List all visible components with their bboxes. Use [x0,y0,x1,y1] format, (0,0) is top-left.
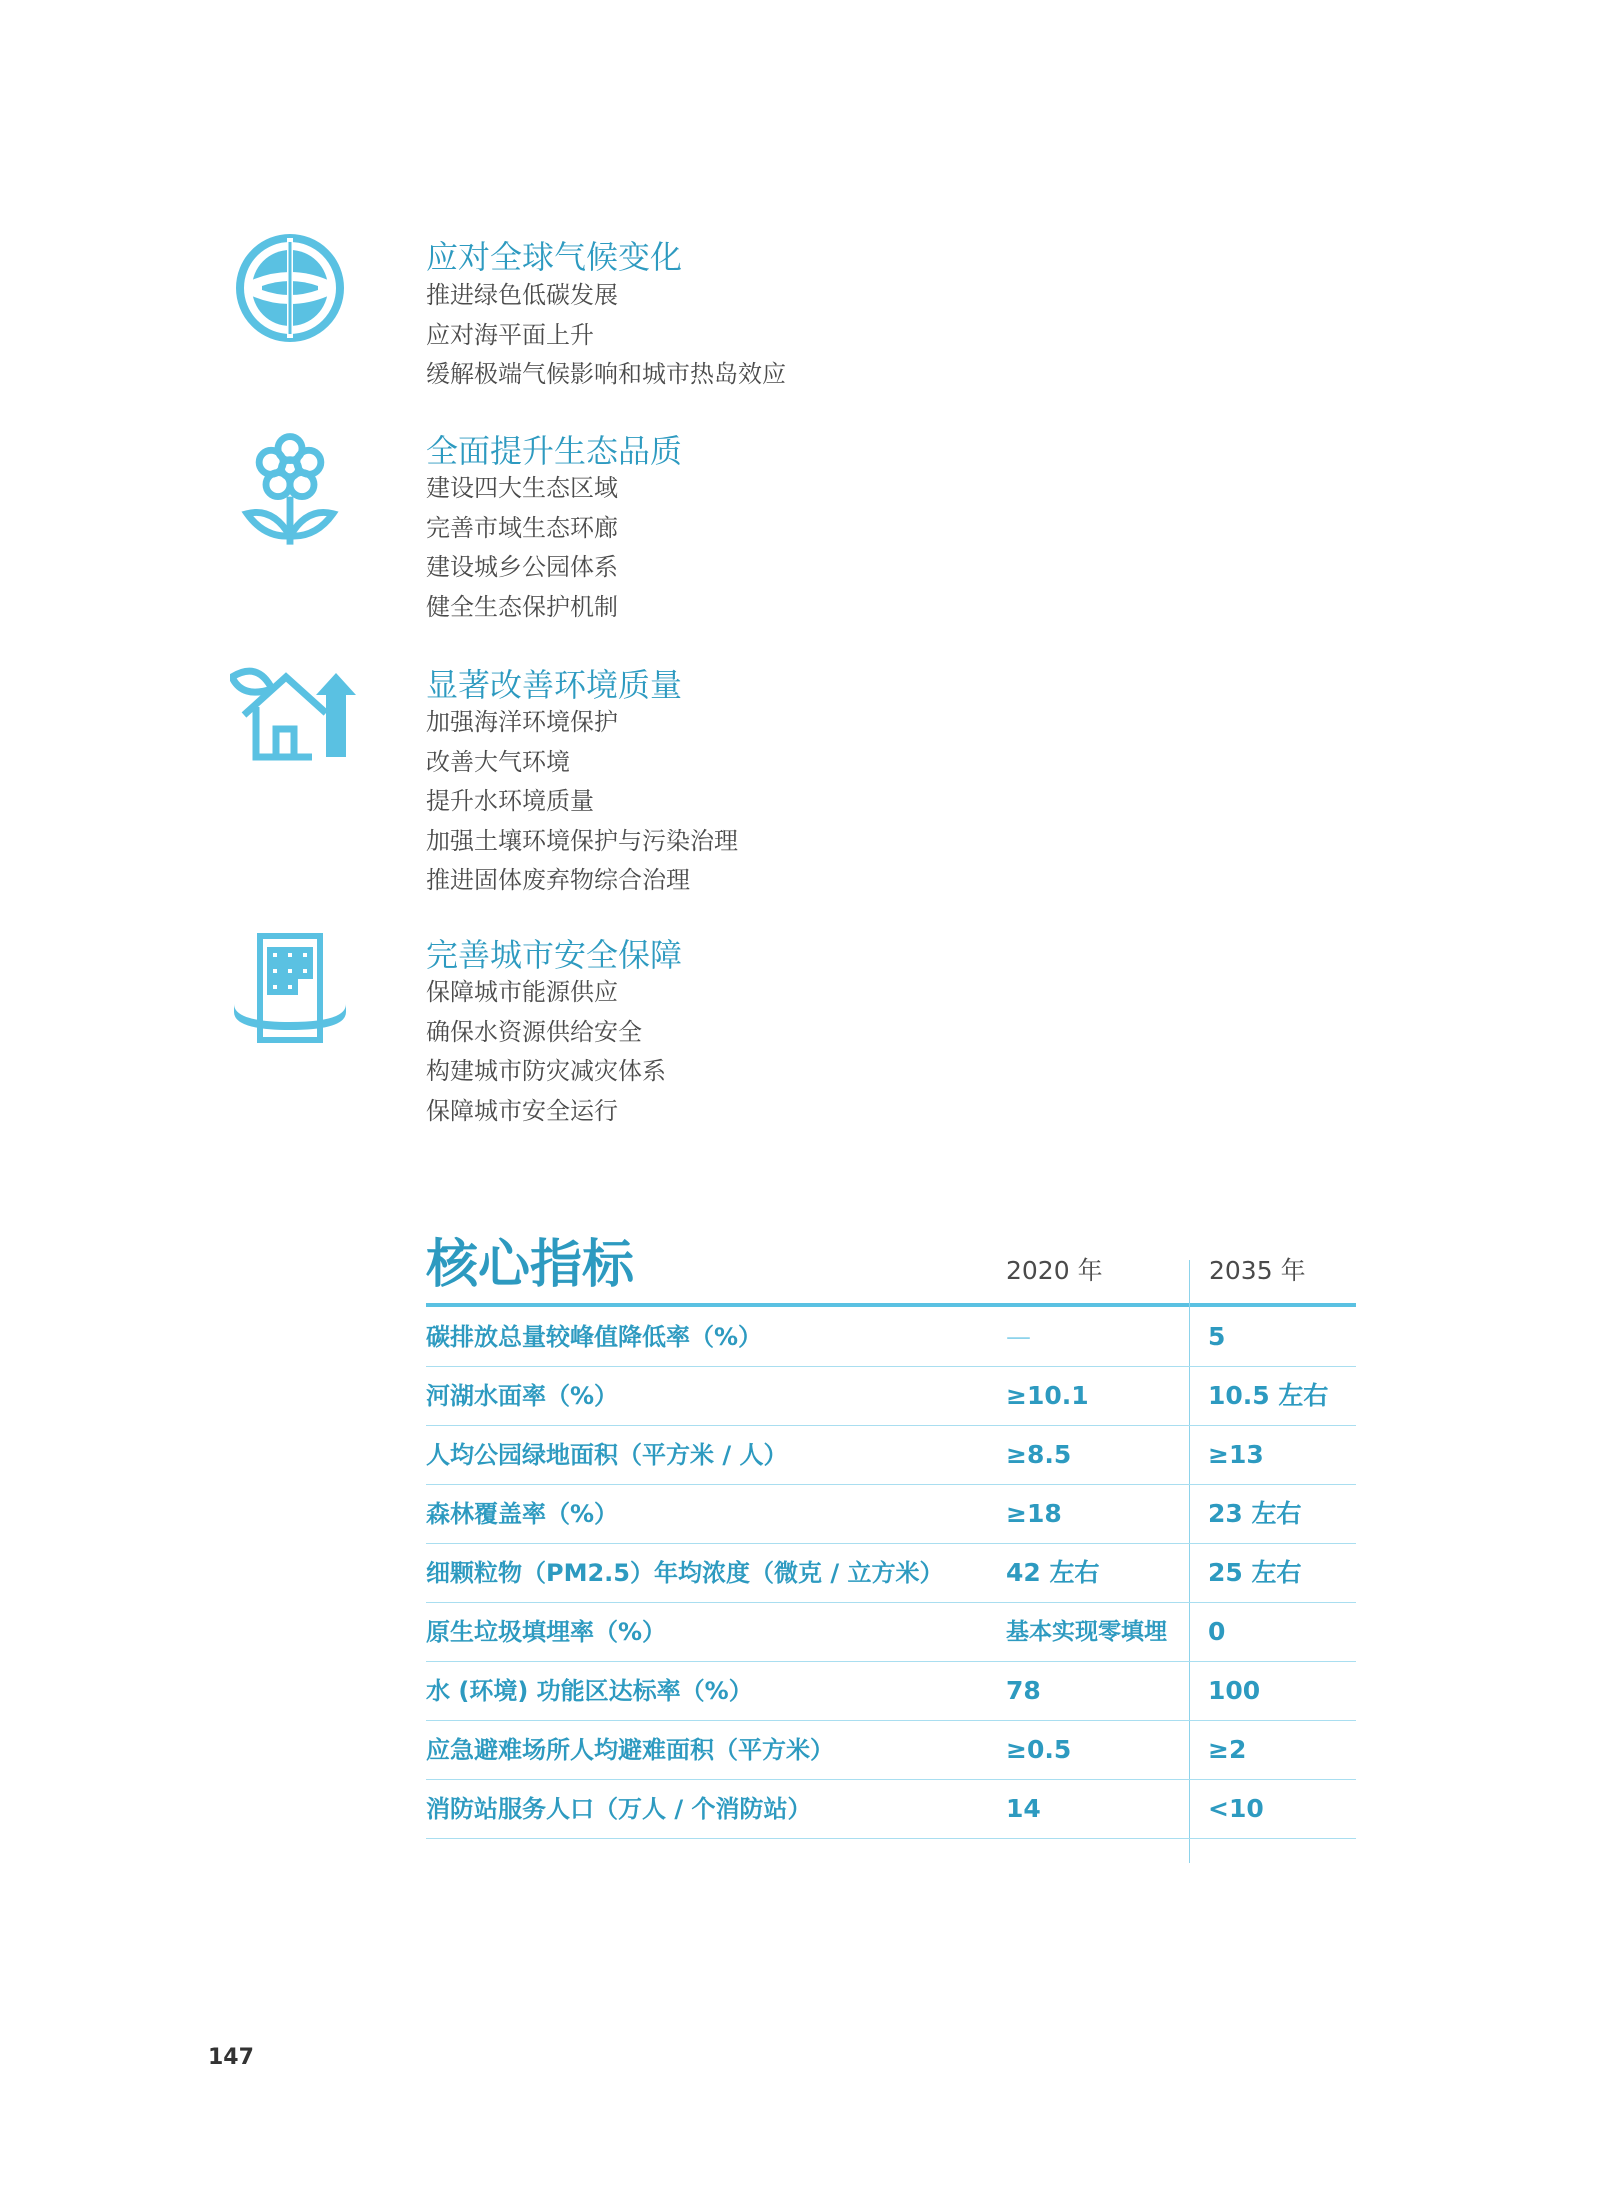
list-item: 保障城市安全运行 [426,1096,618,1125]
table-row [426,1308,1356,1367]
house-leaf-arrow-icon [230,650,360,770]
list-item: 加强海洋环境保护 [426,708,618,736]
table-row [426,1367,1356,1426]
list-item: 建设四大生态区域 [426,474,618,502]
value-2020: 42 左右 [1006,1558,1100,1587]
table-row [426,1780,1356,1839]
value-2035: <10 [1208,1794,1264,1823]
indicator-name: 原生垃圾填埋率（%） [426,1618,667,1646]
flower-icon [230,428,350,548]
value-2020: 78 [1006,1676,1041,1705]
indicator-name: 细颗粒物（PM2.5）年均浓度（微克 / 立方米） [426,1559,944,1587]
table-row [426,1426,1356,1485]
indicator-name: 河湖水面率（%） [426,1382,619,1410]
value-2020: 14 [1006,1794,1041,1823]
list-item: 保障城市能源供应 [426,978,618,1006]
globe-icon [230,228,350,348]
table-row [426,1544,1356,1603]
table-row [426,1485,1356,1544]
value-2020: ≥0.5 [1006,1735,1072,1764]
indicators-title: 核心指标 [426,1235,635,1295]
list-item: 提升水环境质量 [426,787,594,815]
indicator-name: 人均公园绿地面积（平方米 / 人） [426,1441,788,1469]
value-2020: ≥18 [1006,1499,1062,1528]
list-item: 健全生态保护机制 [426,592,618,621]
value-2035: 10.5 左右 [1208,1381,1329,1410]
value-2020: 基本实现零填埋 [1006,1619,1167,1645]
value-2035: 5 [1208,1322,1226,1351]
column-header-2020: 2020 年 [1006,1256,1103,1285]
list-item: 完善市域生态环廊 [426,513,618,542]
header-rule [426,1303,1356,1307]
section-item-list [426,276,786,395]
table-row [426,1662,1356,1721]
indicator-name: 应急避难场所人均避难面积（平方米） [426,1736,834,1764]
section-title: 应对全球气候变化 [426,238,683,276]
indicator-name: 水 (环境) 功能区达标率（%） [426,1677,753,1705]
section-title: 显著改善环境质量 [426,666,683,704]
list-item: 推进绿色低碳发展 [426,281,618,309]
indicator-name: 森林覆盖率（%） [426,1500,619,1528]
section-title: 完善城市安全保障 [426,936,683,974]
list-item: 确保水资源供给安全 [426,1017,642,1046]
table-row [426,1721,1356,1780]
indicator-name: 消防站服务人口（万人 / 个消防站） [426,1795,812,1823]
page-number: 147 [208,2045,254,2070]
column-header-2035: 2035 年 [1209,1256,1306,1285]
list-item: 构建城市防灾减灾体系 [426,1057,666,1085]
building-platform-icon [230,930,350,1050]
list-item: 应对海平面上升 [426,320,594,349]
list-item: 加强土壤环境保护与污染治理 [426,826,738,855]
value-2020: — [1006,1322,1031,1351]
value-2020: ≥10.1 [1006,1381,1089,1410]
value-2035: ≥13 [1208,1440,1264,1469]
section-item-list [426,973,666,1131]
value-2035: 23 左右 [1208,1499,1302,1528]
section-title: 全面提升生态品质 [426,432,683,470]
value-2035: 25 左右 [1208,1558,1302,1587]
value-2035: 0 [1208,1617,1226,1646]
value-2035: 100 [1208,1676,1261,1705]
value-2020: ≥8.5 [1006,1440,1072,1469]
table-row [426,1603,1356,1662]
list-item: 缓解极端气候影响和城市热岛效应 [426,360,786,388]
list-item: 改善大气环境 [426,747,570,776]
list-item: 建设城乡公园体系 [426,553,618,581]
section-item-list [426,469,618,627]
indicator-name: 碳排放总量较峰值降低率（%） [426,1323,763,1351]
list-item: 推进固体废弃物综合治理 [426,866,690,894]
value-2035: ≥2 [1208,1735,1247,1764]
section-item-list [426,703,738,901]
